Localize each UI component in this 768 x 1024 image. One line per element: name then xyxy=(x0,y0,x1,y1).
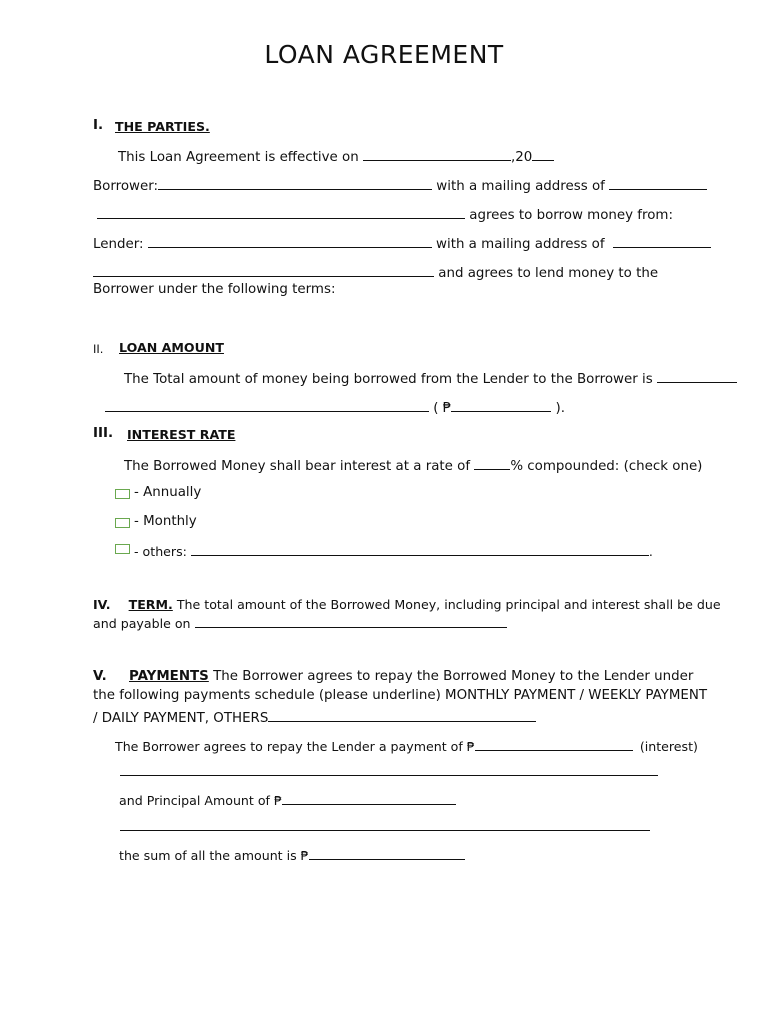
section-5-heading: PAYMENTS xyxy=(129,669,209,684)
others-row xyxy=(134,542,653,559)
repay-row xyxy=(115,737,698,754)
interest-detail-blank[interactable] xyxy=(120,775,658,776)
lender-name-blank[interactable] xyxy=(148,234,432,248)
effective-date-blank[interactable] xyxy=(363,147,511,161)
interest-rate-text: The Borrowed Money shall bear interest at a rate of xyxy=(124,459,471,474)
section-3-number: III. xyxy=(93,426,114,441)
borrower-mailing-label: with a mailing address of xyxy=(436,179,605,194)
payable-on-label: and payable on xyxy=(93,616,191,631)
section-1-heading: THE PARTIES. xyxy=(115,119,210,134)
lender-address-blank-1[interactable] xyxy=(613,234,711,248)
option-monthly: - Monthly xyxy=(134,514,197,529)
principal-text: and Principal Amount of ₱ xyxy=(119,793,283,808)
principal-detail-blank[interactable] xyxy=(120,830,650,831)
checkbox-monthly[interactable] xyxy=(115,518,130,528)
section-1-number: I. xyxy=(93,118,104,133)
section-5-number: V. xyxy=(93,669,107,684)
section-2-heading: LOAN AMOUNT xyxy=(119,340,224,355)
principal-amount-blank[interactable] xyxy=(282,791,456,805)
payments-row-3 xyxy=(93,708,536,726)
sum-text: the sum of all the amount is ₱ xyxy=(119,848,309,863)
borrower-name-blank[interactable] xyxy=(158,176,432,190)
others-period: . xyxy=(648,544,653,559)
loan-amount-words-blank-2[interactable] xyxy=(105,398,429,412)
year-prefix: ,20 xyxy=(510,150,533,165)
section-4-number: IV. xyxy=(93,597,111,612)
due-date-blank[interactable] xyxy=(195,614,507,628)
terms-line: Borrower under the following terms: xyxy=(93,282,336,297)
interest-rate-blank[interactable] xyxy=(474,456,510,470)
interest-rate-row xyxy=(124,456,702,474)
payment-amount-blank[interactable] xyxy=(475,737,633,751)
term-text: The total amount of the Borrowed Money, including principal and interest shall be due xyxy=(176,597,721,612)
lender-address-blank-2[interactable] xyxy=(93,263,434,277)
peso-paren-close: ). xyxy=(555,401,566,416)
sum-amount-blank[interactable] xyxy=(309,846,465,860)
option-annually: - Annually xyxy=(134,485,202,500)
others-payment-blank[interactable] xyxy=(268,708,536,722)
document-title: LOAN AGREEMENT xyxy=(264,40,504,69)
loan-amount-row xyxy=(124,369,737,387)
section-4-heading: TERM. xyxy=(128,597,173,612)
payments-row xyxy=(93,669,693,684)
loan-amount-words-blank-1[interactable] xyxy=(657,369,737,383)
lender-address-row xyxy=(93,263,658,281)
others-blank[interactable] xyxy=(191,542,649,556)
loan-amount-row-2 xyxy=(105,398,565,416)
borrower-address-row xyxy=(97,205,673,223)
lender-row xyxy=(93,234,711,252)
repay-text: The Borrower agrees to repay the Lender a payment of ₱ xyxy=(115,739,475,754)
loan-amount-text: The Total amount of money being borrowed from the Lender to the Borrower is xyxy=(124,372,653,387)
term-row xyxy=(93,597,721,612)
borrower-address-blank-2[interactable] xyxy=(97,205,465,219)
payments-text: The Borrower agrees to repay the Borrowed Money to the Lender under xyxy=(213,669,694,684)
borrower-address-blank-1[interactable] xyxy=(609,176,707,190)
section-3-heading: INTEREST RATE xyxy=(127,427,236,442)
checkbox-others[interactable] xyxy=(115,544,130,554)
term-row-2 xyxy=(93,614,507,631)
sum-row xyxy=(119,846,465,863)
payments-schedule-text: the following payments schedule (please underline) MONTHLY PAYMENT / WEEKLY PAYMENT xyxy=(93,688,708,703)
borrower-row xyxy=(93,176,707,194)
agrees-borrow-text: agrees to borrow money from: xyxy=(469,208,673,223)
interest-label: (interest) xyxy=(639,739,698,754)
year-blank[interactable] xyxy=(532,147,554,161)
agrees-lend-text: and agrees to lend money to the xyxy=(438,266,659,281)
effective-date-label: This Loan Agreement is effective on xyxy=(118,150,359,165)
daily-others-text: / DAILY PAYMENT, OTHERS xyxy=(93,711,269,726)
loan-amount-figure-blank[interactable] xyxy=(451,398,551,412)
section-2-number: II. xyxy=(93,342,104,356)
effective-date-row xyxy=(118,147,554,165)
peso-paren-open: ( ₱ xyxy=(433,401,452,416)
option-others: - others: xyxy=(134,544,187,559)
lender-label: Lender: xyxy=(93,237,144,252)
borrower-label: Borrower: xyxy=(93,179,159,194)
compounded-text: % compounded: (check one) xyxy=(510,459,703,474)
principal-row xyxy=(119,791,456,808)
checkbox-annually[interactable] xyxy=(115,489,130,499)
lender-mailing-label: with a mailing address of xyxy=(436,237,605,252)
